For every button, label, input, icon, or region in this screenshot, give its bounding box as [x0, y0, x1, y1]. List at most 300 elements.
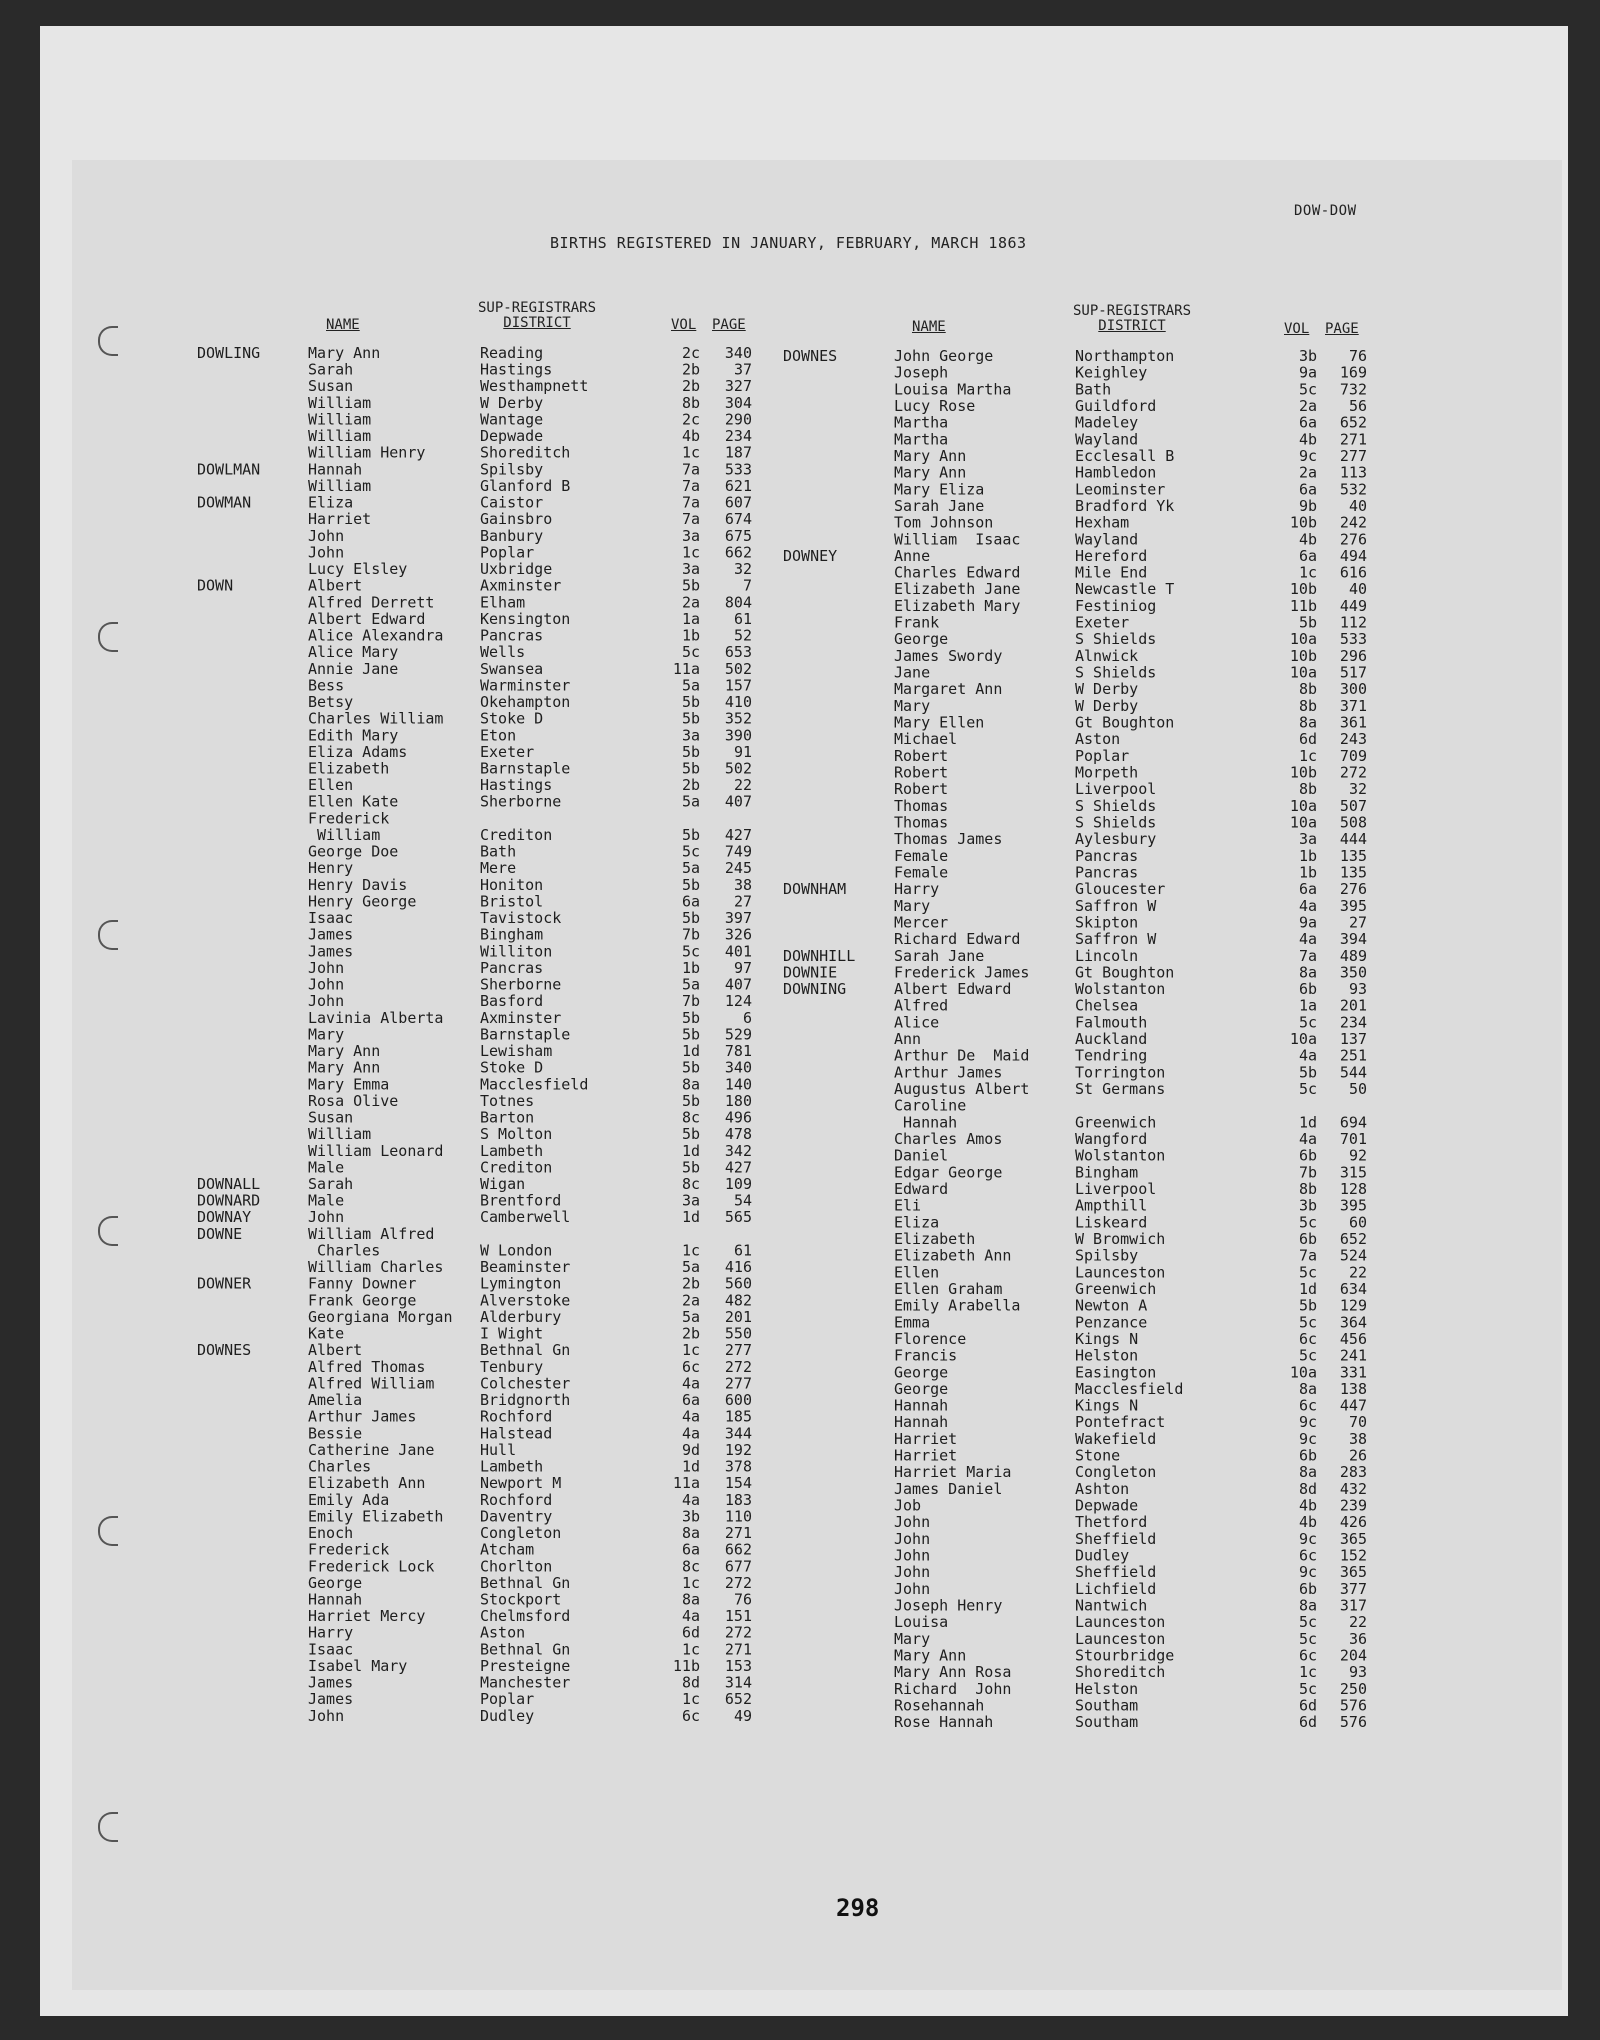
entry-district: Eton	[480, 726, 517, 745]
entry-volume: 6a	[681, 892, 700, 911]
entry-volume: 4a	[1298, 930, 1317, 949]
entry-district: W Derby	[1075, 680, 1139, 699]
entry-forename: Henry George	[308, 892, 417, 911]
entry-district: Banbury	[480, 526, 544, 545]
entry-district: Leominster	[1075, 480, 1166, 499]
entry-volume: 8a	[1298, 1379, 1317, 1398]
entry-volume: 1d	[681, 1141, 700, 1160]
entry-volume: 11b	[672, 1656, 700, 1675]
entry-volume: 8b	[1298, 696, 1317, 715]
entry-district: Poplar	[480, 543, 535, 562]
entry-page: 447	[1339, 1396, 1367, 1415]
entry-forename: Alice Alexandra	[308, 626, 444, 645]
entry-page: 124	[724, 992, 752, 1011]
entry-district: Northampton	[1075, 347, 1175, 365]
entry-district: Hull	[480, 1440, 517, 1459]
entry-district: Aylesbury	[1075, 830, 1157, 849]
entry-district: Totnes	[480, 1091, 535, 1110]
entry-district: Alverstoke	[480, 1291, 571, 1310]
entry-page: 560	[724, 1274, 752, 1293]
entry-district: Stockport	[480, 1590, 562, 1609]
entry-volume: 6a	[1298, 480, 1317, 499]
entry-district: Bethnal Gn	[480, 1341, 571, 1360]
entry-volume: 5b	[681, 909, 700, 928]
entry-page: 502	[724, 659, 752, 678]
entry-forename: George	[894, 630, 949, 649]
entry-forename: Henry	[308, 859, 354, 878]
entry-page: 544	[1339, 1063, 1367, 1082]
entry-page: 70	[1348, 1413, 1367, 1432]
entry-forename: Frederick James	[894, 963, 1030, 982]
entry-page: 352	[724, 709, 752, 728]
entry-forename: Elizabeth	[308, 759, 390, 778]
entry-forename: Albert	[308, 576, 363, 595]
entry-page: 37	[733, 360, 752, 379]
entry-page: 565	[724, 1208, 752, 1227]
entry-forename: Frank	[894, 613, 940, 632]
col-header-district-line1: SUP-REGISTRARS	[478, 300, 597, 316]
entry-forename: Sarah	[308, 360, 354, 379]
entry-page: 50	[1348, 1080, 1367, 1099]
entry-district: Dudley	[1075, 1546, 1130, 1565]
entry-district: Gloucester	[1075, 880, 1166, 899]
entry-forename: Enoch	[308, 1524, 354, 1543]
entry-volume: 5c	[681, 942, 700, 961]
entry-district: Launceston	[1075, 1613, 1166, 1632]
entry-forename: Emily Ada	[308, 1490, 390, 1509]
entry-forename: Charles	[308, 1241, 381, 1260]
entry-forename: Edgar George	[894, 1163, 1003, 1182]
entry-forename: Alice	[894, 1013, 940, 1032]
entry-forename: Arthur De Maid	[894, 1046, 1030, 1065]
entry-district: Swansea	[480, 659, 544, 678]
entry-forename: Elizabeth	[894, 1229, 976, 1248]
entry-district: Ampthill	[1075, 1196, 1148, 1215]
entry-volume: 10b	[1289, 513, 1317, 532]
entry-page: 390	[724, 726, 752, 745]
entry-forename: Rose Hannah	[894, 1713, 994, 1732]
entry-page: 92	[1348, 1146, 1367, 1165]
entry-forename: Lucy Rose	[894, 396, 976, 415]
col-header-vol: VOL	[671, 317, 697, 333]
entry-volume: 5c	[1298, 1679, 1317, 1698]
entry-volume: 8b	[1298, 1180, 1317, 1198]
entry-volume: 8a	[681, 1524, 700, 1543]
entry-district: Saffron W	[1075, 930, 1157, 949]
entry-page: 40	[1348, 580, 1367, 599]
entry-district: Wangford	[1075, 1130, 1148, 1149]
entry-page: 56	[1348, 396, 1367, 415]
entry-forename: Mary Ann Rosa	[894, 1663, 1012, 1682]
entry-page: 326	[724, 925, 752, 944]
entry-volume: 7a	[1298, 1246, 1317, 1265]
entry-forename: Mary	[894, 696, 931, 715]
entry-volume: 2b	[681, 1324, 700, 1343]
entry-district: Westhampnett	[480, 377, 589, 396]
entry-volume: 7a	[681, 476, 700, 495]
entry-district: Uxbridge	[480, 560, 553, 579]
entry-district: Falmouth	[1075, 1013, 1148, 1032]
entry-volume: 1b	[1298, 846, 1317, 865]
entry-volume: 9d	[681, 1440, 700, 1459]
col-header-page: PAGE	[1325, 321, 1359, 337]
entry-forename: Albert Edward	[894, 980, 1012, 999]
entry-forename: Arthur James	[308, 1407, 417, 1426]
entry-volume: 2b	[681, 377, 700, 396]
entry-volume: 5c	[681, 842, 700, 861]
entry-volume: 5b	[681, 1058, 700, 1077]
index-range-code: DOW-DOW	[1294, 203, 1357, 219]
entry-district: Presteigne	[480, 1656, 571, 1675]
entry-volume: 5b	[681, 576, 700, 595]
entry-page: 378	[724, 1457, 752, 1476]
entry-forename: William	[308, 427, 372, 446]
entry-forename: Mary Eliza	[894, 480, 985, 499]
entry-volume: 3b	[1298, 1196, 1317, 1215]
entry-district: Atcham	[480, 1540, 535, 1559]
entry-volume: 10a	[1289, 663, 1317, 682]
entry-volume: 8c	[681, 1108, 700, 1127]
entry-page: 653	[724, 643, 752, 662]
entry-district: Lymington	[480, 1274, 562, 1293]
entry-page: 576	[1339, 1696, 1367, 1715]
entry-forename: Eliza Adams	[308, 742, 408, 761]
entry-district: Tendring	[1075, 1046, 1148, 1065]
entry-forename: Arthur James	[894, 1063, 1003, 1082]
entry-district: Ecclesall B	[1075, 446, 1175, 465]
entry-page: 300	[1339, 680, 1367, 699]
entry-district: Bath	[1075, 380, 1112, 399]
entry-forename: Martha	[894, 430, 949, 449]
entry-forename: Frederick	[308, 809, 390, 828]
entry-page: 550	[724, 1324, 752, 1343]
entry-volume: 1c	[681, 1573, 700, 1592]
entry-district: Lambeth	[480, 1141, 544, 1160]
entry-district: Ashton	[1075, 1479, 1130, 1498]
entry-volume: 6b	[1298, 1229, 1317, 1248]
entry-volume: 7a	[1298, 946, 1317, 965]
entry-page: 109	[724, 1175, 752, 1193]
entry-forename: John	[308, 1706, 345, 1725]
entry-volume: 1c	[681, 1241, 700, 1260]
entry-district: Reading	[480, 344, 544, 362]
entry-page: 344	[724, 1424, 752, 1443]
entry-page: 407	[724, 792, 752, 811]
entry-volume: 3a	[1298, 830, 1317, 849]
entry-volume: 7b	[681, 925, 700, 944]
entry-page: 427	[724, 825, 752, 844]
entry-volume: 9a	[1298, 363, 1317, 382]
entry-page: 271	[1339, 430, 1367, 449]
entry-page: 600	[724, 1391, 752, 1410]
entry-page: 342	[724, 1141, 752, 1160]
entry-district: Pancras	[1075, 863, 1139, 882]
entry-forename: William Alfred	[308, 1224, 435, 1243]
entry-forename: Fanny Downer	[308, 1274, 417, 1293]
entry-district: Bridgnorth	[480, 1391, 571, 1410]
entry-volume: 7a	[681, 460, 700, 479]
entry-page: 272	[724, 1623, 752, 1642]
entry-volume: 1c	[1298, 746, 1317, 765]
entry-forename: James Daniel	[894, 1479, 1003, 1498]
entry-page: 427	[724, 1158, 752, 1177]
entry-page: 662	[724, 543, 752, 562]
entry-volume: 4b	[1298, 530, 1317, 549]
entry-volume: 1b	[1298, 863, 1317, 882]
col-header-district-line2: DISTRICT	[503, 315, 571, 331]
entry-forename: Edith Mary	[308, 726, 399, 745]
entry-page: 272	[724, 1357, 752, 1376]
entry-forename: Augustus Albert	[894, 1080, 1030, 1099]
entry-volume: 1c	[681, 443, 700, 462]
entry-forename: Florence	[894, 1329, 967, 1348]
entry-volume: 1d	[681, 1457, 700, 1476]
entry-forename: Harry	[308, 1623, 354, 1642]
entry-page: 489	[1339, 946, 1367, 965]
entry-district: I Wight	[480, 1324, 544, 1343]
entry-district: Kings N	[1075, 1329, 1139, 1348]
entry-volume: 6d	[681, 1623, 700, 1642]
entry-district: Hambledon	[1075, 463, 1157, 482]
entry-forename: Mary Ann	[308, 1042, 381, 1061]
entry-district: Pontefract	[1075, 1413, 1166, 1432]
entry-district: Gainsbro	[480, 510, 553, 529]
entry-volume: 5b	[681, 1008, 700, 1027]
entry-forename: Charles	[308, 1457, 372, 1476]
entry-page: 185	[724, 1407, 752, 1426]
entry-page: 331	[1339, 1363, 1367, 1382]
entry-volume: 10a	[1289, 1030, 1317, 1049]
entry-forename: Female	[894, 863, 949, 882]
entry-volume: 8b	[1298, 680, 1317, 699]
entry-page: 449	[1339, 596, 1367, 615]
entry-district: Hereford	[1075, 546, 1148, 565]
entry-page: 61	[733, 609, 752, 628]
entry-forename: Male	[308, 1158, 345, 1177]
entry-volume: 1b	[681, 958, 700, 977]
entry-volume: 11a	[672, 1474, 700, 1493]
entry-page: 6	[742, 1008, 752, 1027]
entry-forename: Catherine Jane	[308, 1440, 435, 1459]
entry-surname: DOWNEY	[783, 546, 838, 565]
entry-page: 616	[1339, 563, 1367, 582]
entry-forename: Annie Jane	[308, 659, 399, 678]
entry-district: W London	[480, 1241, 553, 1260]
entry-page: 135	[1339, 863, 1367, 882]
entry-volume: 5c	[1298, 1629, 1317, 1648]
entry-page: 245	[724, 859, 752, 878]
entry-district: Wells	[480, 643, 526, 662]
entry-forename: Harry	[894, 880, 940, 899]
entry-volume: 1c	[1298, 563, 1317, 582]
entry-forename: Eli	[894, 1196, 922, 1215]
entry-district: Lambeth	[480, 1457, 544, 1476]
entry-forename: Robert	[894, 780, 949, 799]
entry-page: 371	[1339, 696, 1367, 715]
entry-volume: 7b	[681, 992, 700, 1011]
entry-volume: 5b	[681, 875, 700, 894]
entry-page: 395	[1339, 896, 1367, 915]
entry-page: 271	[724, 1524, 752, 1543]
entry-forename: Martha	[894, 413, 949, 432]
entry-volume: 3a	[681, 526, 700, 545]
entry-district: St Germans	[1075, 1080, 1166, 1099]
entry-district: Axminster	[480, 1008, 562, 1027]
entry-page: 192	[724, 1440, 752, 1459]
entry-district: Lincoln	[1075, 946, 1139, 965]
entry-district: Kensington	[480, 609, 571, 628]
entry-volume: 5b	[1298, 613, 1317, 632]
entry-district: Wigan	[480, 1175, 526, 1193]
entry-volume: 2a	[681, 593, 700, 612]
col-header-district-line1: SUP-REGISTRARS	[1073, 303, 1192, 319]
entry-volume: 10b	[1289, 763, 1317, 782]
entry-district: Poplar	[1075, 746, 1130, 765]
entry-page: 340	[724, 1058, 752, 1077]
entry-district: Aston	[1075, 730, 1121, 749]
entry-volume: 5b	[681, 1091, 700, 1110]
entry-forename: Joseph	[894, 363, 949, 382]
entry-surname: DOWNARD	[197, 1191, 261, 1210]
entry-page: 365	[1339, 1563, 1367, 1582]
entry-district: Hastings	[480, 776, 553, 795]
entry-district: Kings N	[1075, 1396, 1139, 1415]
entry-forename: Mary	[894, 896, 931, 915]
entry-forename: Charles Edward	[894, 563, 1021, 582]
entry-page: 97	[733, 958, 752, 977]
entry-page: 652	[1339, 413, 1367, 432]
entry-page: 271	[724, 1640, 752, 1659]
entry-district: Barton	[480, 1108, 535, 1127]
entry-district: Southam	[1075, 1713, 1139, 1732]
entry-forename: John George	[894, 347, 994, 365]
entry-district: Newcastle T	[1075, 580, 1175, 599]
entry-forename: Mary	[308, 1025, 345, 1044]
entry-page: 234	[1339, 1013, 1367, 1032]
entry-page: 426	[1339, 1513, 1367, 1532]
entry-page: 296	[1339, 646, 1367, 665]
entry-district: S Shields	[1075, 630, 1157, 649]
entry-district: Caistor	[480, 493, 544, 512]
entry-surname: DOWNE	[197, 1224, 243, 1243]
entry-forename: Alfred William	[308, 1374, 435, 1393]
entry-district: S Shields	[1075, 796, 1157, 815]
page-title: BIRTHS REGISTERED IN JANUARY, FEBRUARY, MARCH 1863	[550, 234, 1027, 252]
entry-volume: 6c	[681, 1706, 700, 1725]
entry-district: Honiton	[480, 875, 544, 894]
entry-district: Newport M	[480, 1474, 562, 1493]
entry-forename: Richard John	[894, 1679, 1012, 1698]
entry-district: Morpeth	[1075, 763, 1139, 782]
entry-district: Camberwell	[480, 1208, 571, 1227]
entry-page: 532	[1339, 480, 1367, 499]
entry-page: 76	[1348, 347, 1367, 365]
entry-district: Sherborne	[480, 975, 562, 994]
entry-district: Liverpool	[1075, 780, 1157, 799]
entry-volume: 5c	[1298, 1213, 1317, 1232]
entry-page: 701	[1339, 1130, 1367, 1149]
entry-volume: 5c	[1298, 1263, 1317, 1282]
entry-page: 234	[724, 427, 752, 446]
entry-page: 183	[724, 1490, 752, 1509]
entry-volume: 8b	[681, 393, 700, 412]
entry-district: Thetford	[1075, 1513, 1148, 1532]
entry-page: 204	[1339, 1646, 1367, 1665]
entry-district: Bethnal Gn	[480, 1640, 571, 1659]
entry-forename: John	[308, 1208, 345, 1227]
entry-volume: 2c	[681, 344, 700, 362]
entry-volume: 4a	[1298, 1046, 1317, 1065]
entry-forename: James Swordy	[894, 646, 1003, 665]
entry-forename: Frederick	[308, 1540, 390, 1559]
entry-forename: William	[308, 1125, 372, 1144]
entry-volume: 2b	[681, 360, 700, 379]
entry-forename: James	[308, 1690, 354, 1709]
entry-volume: 3b	[1298, 347, 1317, 365]
entry-surname: DOWMAN	[197, 493, 252, 512]
entry-page: 709	[1339, 746, 1367, 765]
entry-page: 7	[742, 576, 752, 595]
entry-district: Stoke D	[480, 709, 544, 728]
entry-district: Tenbury	[480, 1357, 544, 1376]
entry-volume: 8d	[1298, 1479, 1317, 1498]
entry-district: Axminster	[480, 576, 562, 595]
entry-page: 533	[724, 460, 752, 479]
entry-district: Basford	[480, 992, 544, 1011]
entry-volume: 6a	[1298, 413, 1317, 432]
entry-district: Launceston	[1075, 1629, 1166, 1648]
entry-forename: Hannah	[894, 1413, 949, 1432]
entry-surname: DOWNAY	[197, 1208, 252, 1227]
entry-forename: George	[308, 1573, 363, 1592]
entry-forename: George Doe	[308, 842, 399, 861]
entry-district: Alderbury	[480, 1307, 562, 1326]
entry-page: 76	[733, 1590, 752, 1609]
entry-forename: Margaret Ann	[894, 680, 1003, 699]
entry-volume: 5b	[681, 1025, 700, 1044]
entry-page: 652	[1339, 1229, 1367, 1248]
entry-volume: 8a	[1298, 963, 1317, 982]
entry-district: Hastings	[480, 360, 553, 379]
entry-page: 804	[724, 593, 752, 612]
entry-volume: 1a	[1298, 996, 1317, 1015]
entry-volume: 5b	[681, 825, 700, 844]
entry-district: Newton A	[1075, 1296, 1148, 1315]
entry-page: 239	[1339, 1496, 1367, 1515]
entry-district: Crediton	[480, 825, 553, 844]
entry-page: 250	[1339, 1679, 1367, 1698]
entry-volume: 5b	[1298, 1063, 1317, 1082]
entry-page: 140	[724, 1075, 752, 1094]
entry-volume: 9c	[1298, 1563, 1317, 1582]
entry-forename: Albert Edward	[308, 609, 426, 628]
entry-page: 91	[733, 742, 752, 761]
entry-surname: DOWNHILL	[783, 946, 856, 965]
entry-district: W Derby	[1075, 696, 1139, 715]
entry-page: 395	[1339, 1196, 1367, 1215]
entry-forename: George	[894, 1363, 949, 1382]
entry-page: 272	[1339, 763, 1367, 782]
entry-page: 61	[733, 1241, 752, 1260]
entry-surname: DOWNES	[783, 347, 838, 365]
entry-volume: 9c	[1298, 1413, 1317, 1432]
entry-volume: 5c	[1298, 380, 1317, 399]
entry-forename: Joseph Henry	[894, 1596, 1003, 1615]
entry-volume: 3a	[681, 1191, 700, 1210]
entry-district: Glanford B	[480, 476, 571, 495]
entry-volume: 6b	[1298, 1579, 1317, 1598]
entry-district: Macclesfield	[480, 1075, 589, 1094]
